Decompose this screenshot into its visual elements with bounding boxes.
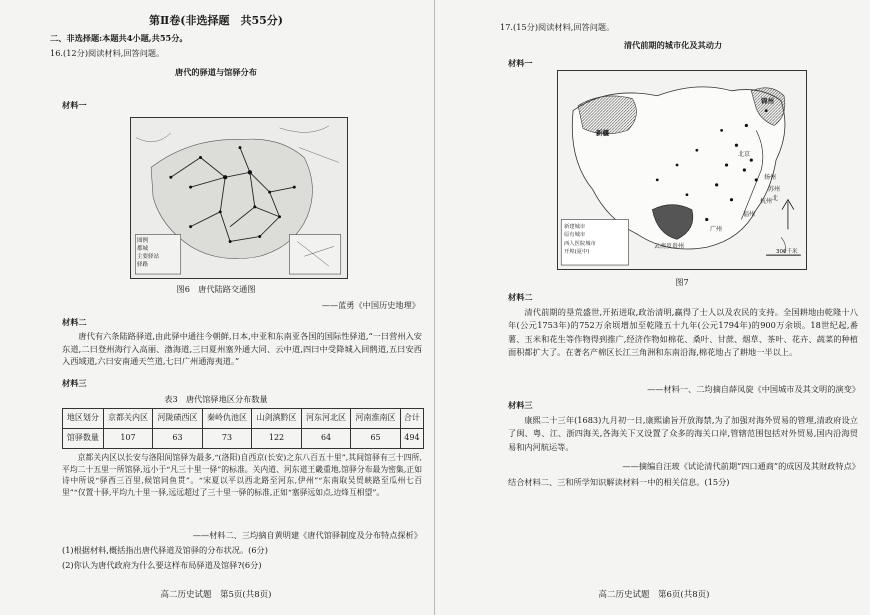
table-header-cell: 地区划分: [63, 409, 104, 429]
material-three-source: ——材料二、三均摘自黄明建《唐代馆驿制度及分布特点探析》: [192, 530, 422, 540]
table-header-cell: 山剑滇黔区: [252, 409, 302, 429]
table-cell: 122: [252, 429, 302, 449]
north-arrow-label: 北: [772, 195, 779, 202]
table-cell: 64: [301, 429, 351, 449]
map2-label-xinjiang: 新疆: [596, 129, 609, 137]
table-header-cell: 河东河北区: [301, 409, 351, 429]
legend-hospital-city: 西人医院城市: [564, 240, 596, 247]
material-three-text: 京都关内区以长安与洛阳间馆驿为最多,“(洛阳)自西京(长安)之东八百五十里”,其间馆驿有三十四所,平均二十五里一所馆驿,远小于“凡三十里一驿”的标准。关内道、河东道王畿重地,馆驿分布最为密集,正如诗中所说“驿西三百里,候馆同鱼贯”。“宋夏以平以西北路至河东,伊州”“东南取吴贸峡路至瓜州七百里”“仅置十驿,平均九十里一驿,远远超过了三十里一驿的标准,正如“塞驿远如点,边烽互相望”。: [62, 453, 422, 498]
map2-label-yungui: 云南及贵州: [654, 243, 685, 250]
map2-label-beijing: 北京: [738, 151, 751, 158]
table-header-cell: 秦岭仇池区: [202, 409, 252, 429]
table-cell: 馆驿数量: [63, 429, 104, 449]
table-cell: 65: [351, 429, 401, 449]
material-one-label: 材料一: [508, 58, 533, 68]
map2-legend: [564, 223, 596, 257]
table-cell: 73: [202, 429, 252, 449]
left-footer: 高二历史试题 第5页(共8页): [160, 590, 272, 600]
table-header-cell: 河陇碛西区: [153, 409, 203, 429]
tang-map-graphic: [131, 118, 347, 278]
material-two-text: 唐代有六条陆路驿道,由此驿中通往今朝鲜,日本,中亚和东南亚各国的国际性驿道,“一曰营州入安东道,二曰登州海行入高丽、渤海道,三曰夏州塞外通大同、云中道,四曰中受降城入回鹘道,五曰安西入西域道,六曰安南通天竺道,七曰广州通海夷道。”: [62, 331, 422, 367]
legend-old-city: 原有城市: [564, 232, 586, 239]
table-cell: 494: [400, 429, 423, 449]
legend-capital: 都城: [137, 245, 149, 252]
section-title: 第Ⅱ卷(非选择题 共55分): [149, 14, 283, 27]
question-2: (2)你认为唐代政府为什么要这样布局驿道及馆驿?(6分): [62, 560, 262, 570]
table-cell: 63: [153, 429, 203, 449]
material-two-label: 材料二: [62, 317, 87, 327]
table-cell: 107: [103, 429, 153, 449]
material-two-label: 材料二: [508, 292, 533, 302]
legend-station: 主要驿站: [137, 253, 160, 260]
map2-label-suzhou: 苏州: [768, 186, 781, 193]
map2-label-jinzhou: 锦州: [761, 97, 774, 105]
map1-legend: [137, 238, 159, 270]
legend-port: 开埠(夏中): [564, 249, 590, 256]
map1-source: ——蓝勇《中国历史地理》: [321, 300, 420, 310]
q16-intro: 16.(12分)阅读材料,回答问题。: [50, 48, 165, 58]
page-divider: [434, 0, 435, 615]
material-three-label: 材料三: [508, 400, 533, 410]
material-one-label: 材料一: [62, 100, 87, 110]
station-table: [62, 408, 424, 449]
q16-title: 唐代的驿道与馆驿分布: [175, 67, 257, 77]
map2-label-fuzhou: 福州: [743, 211, 756, 218]
table-header-cell: 京都关内区: [103, 409, 153, 429]
table-header-cell: 河南淮南区: [351, 409, 401, 429]
left-page: [0, 0, 432, 615]
legend-new-city: 新建城市: [564, 224, 586, 230]
map2-label-yangzhou: 扬州: [764, 174, 777, 181]
map1-caption: 图6 唐代陆路交通图: [176, 284, 256, 294]
material-two-source: ——材料一、二均摘自薛凤旋《中国城市及其文明的演变》: [647, 384, 860, 394]
map2-label-guangzhou: 广州: [710, 226, 723, 233]
material-three-label: 材料三: [62, 378, 87, 388]
map2-label-hangzhou: 杭州: [760, 198, 773, 205]
right-footer: 高二历史试题 第6页(共8页): [598, 590, 710, 600]
material-two-text: 清代前期的垦荒盛世,开拓进取,政治清明,赢得了士人以及农民的支持。全国耕地由乾隆十八年(公元1753年)的752万余顷增加至乾隆五十九年(公元1794年)的900万余顷。18世纪起,番薯、玉米和花生等作物得到推广,经济作物如棉花、桑叶、甘蔗、烟草、茶叶、花卉、蔬菜的种植面积都扩大了。在著名产棉区长江三角洲和东南沿海,棉花地占了耕地一半以上。: [508, 307, 858, 357]
table-caption: 表3 唐代馆驿地区分布数量: [164, 394, 268, 404]
map2-scale: 300千米: [776, 249, 798, 255]
legend-road: 驿路: [137, 261, 149, 268]
question-1: (1)根据材料,概括指出唐代驿道及馆驿的分布状况。(6分): [62, 545, 268, 555]
table-header-row: [63, 409, 424, 429]
right-page: [438, 0, 870, 615]
legend-title: 图例: [137, 238, 149, 244]
table-header-cell: 合计: [400, 409, 423, 429]
q17-title: 清代前期的城市化及其动力: [623, 40, 723, 50]
table-row: [63, 429, 424, 449]
map2-caption: 图7: [675, 277, 689, 287]
section-note: 二、非选择题:本题共4小题,共55分。: [50, 33, 188, 43]
tang-roads-map: [130, 117, 348, 279]
qing-cities-map: [557, 70, 807, 270]
material-three-text: 康熙二十三年(1683)九月初一日,康熙谕旨开放海禁,为了加强对海外贸易的管理,清政府设立了闽、粤、江、浙四海关,各海关下又设置了众多的海关口岸,管辖范围包括对外贸易,国内沿海贸易和内河航运等。: [508, 415, 858, 452]
q17-intro: 17.(15分)阅读材料,回答问题。: [500, 22, 615, 32]
material-three-source: ——摘编自汪玻《试论清代前期“四口通商”的成因及其财政特点》: [622, 461, 860, 471]
task-prompt: 结合材料二、三和所学知识解读材料一中的相关信息。(15分): [508, 477, 730, 487]
